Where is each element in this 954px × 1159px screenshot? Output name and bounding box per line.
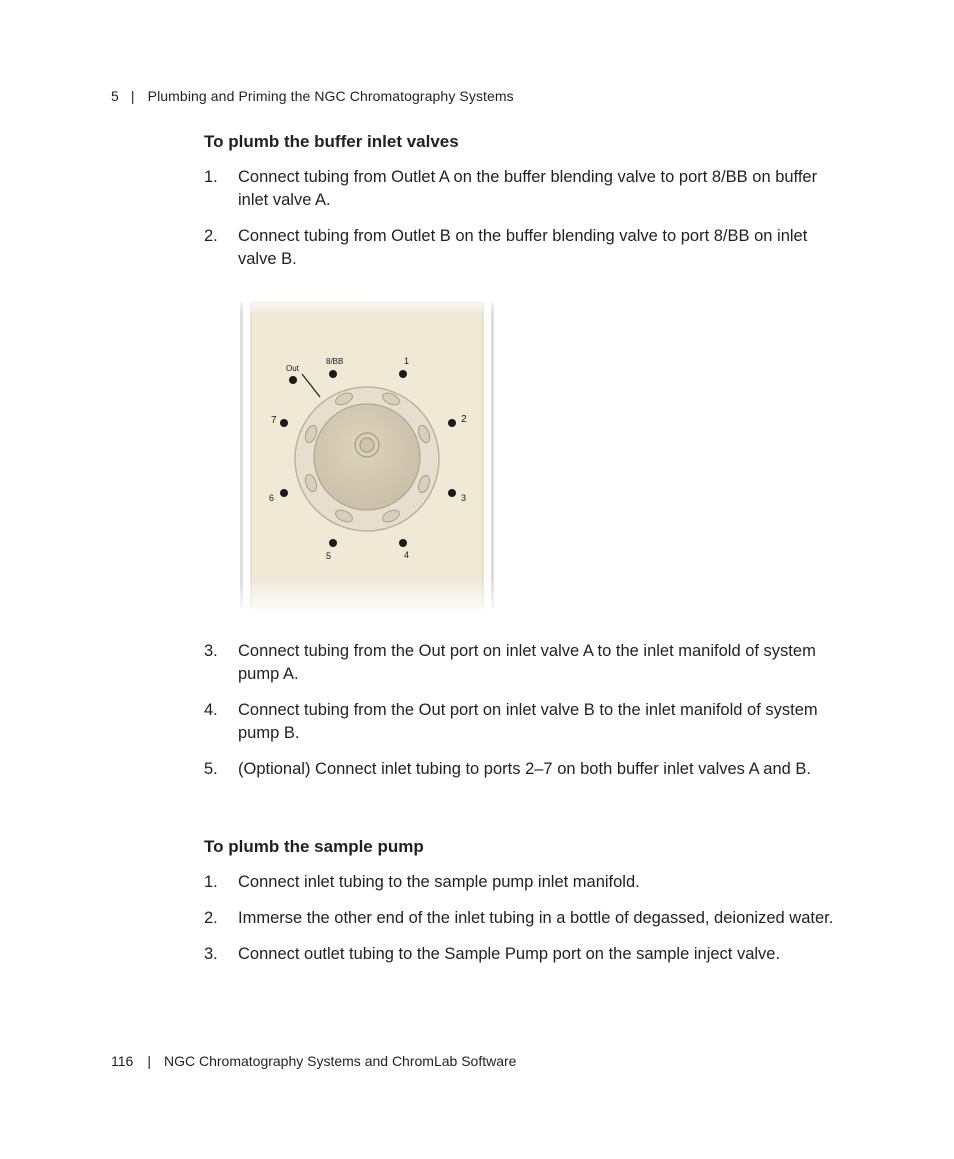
step-text: Connect outlet tubing to the Sample Pump port on the sample inject valve. (238, 945, 781, 963)
step-text: Connect tubing from Outlet B on the buffer blending valve to port 8/BB on inlet valve B. (238, 227, 808, 268)
step-number: 5. (204, 760, 218, 778)
list-item (204, 640, 844, 686)
step-number: 1. (204, 873, 218, 891)
step-number: 4. (204, 701, 218, 719)
list-item (204, 699, 844, 745)
inlet-valve-illustration (236, 296, 498, 616)
figure-fade-top (236, 296, 498, 616)
section-heading-sample-pump: To plumb the sample pump (204, 837, 424, 856)
step-number: 2. (204, 909, 218, 927)
chapter-title: Plumbing and Priming the NGC Chromatography Systems (147, 88, 514, 104)
step-number: 2. (204, 227, 218, 245)
sample-pump-steps (204, 871, 844, 979)
buffer-inlet-steps-part1 (204, 166, 844, 284)
page-footer (111, 1053, 516, 1069)
list-item (204, 871, 844, 894)
step-text: (Optional) Connect inlet tubing to ports 2–7 on both buffer inlet valves A and B. (238, 760, 811, 778)
step-text: Immerse the other end of the inlet tubing in a bottle of degassed, deionized water. (238, 909, 834, 927)
page-number: 116 (111, 1053, 134, 1069)
footer-separator: | (147, 1053, 151, 1069)
step-number: 3. (204, 642, 218, 660)
buffer-inlet-steps-part2 (204, 640, 844, 794)
step-text: Connect inlet tubing to the sample pump inlet manifold. (238, 873, 640, 891)
list-item (204, 907, 844, 930)
step-text: Connect tubing from the Out port on inlet valve A to the inlet manifold of system pump A. (238, 642, 816, 683)
inlet-valve-figure (236, 296, 498, 616)
step-text: Connect tubing from the Out port on inlet valve B to the inlet manifold of system pump B. (238, 701, 818, 742)
step-number: 1. (204, 168, 218, 186)
list-item (204, 166, 844, 212)
list-item (204, 943, 844, 966)
step-number: 3. (204, 945, 218, 963)
list-item (204, 225, 844, 271)
chapter-number: 5 (111, 88, 119, 104)
list-item (204, 758, 844, 781)
header-separator: | (130, 88, 135, 104)
running-header (111, 88, 514, 104)
section-heading-buffer-inlet: To plumb the buffer inlet valves (204, 132, 459, 151)
step-text: Connect tubing from Outlet A on the buffer blending valve to port 8/BB on buffer inlet valve A. (238, 168, 818, 209)
book-title: NGC Chromatography Systems and ChromLab Software (163, 1053, 517, 1069)
